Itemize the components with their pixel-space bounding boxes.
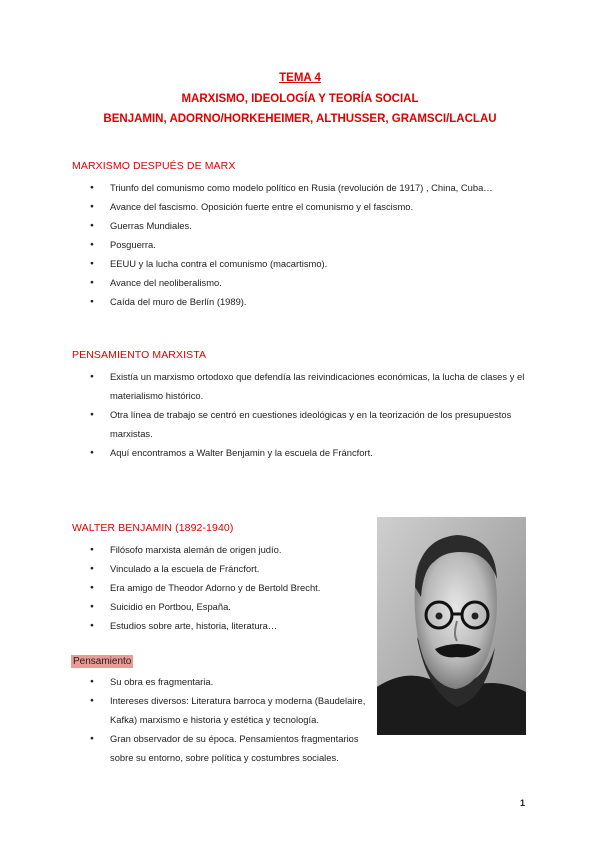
list-item: ● Avance del fascismo. Oposición fuerte entre el comunismo y el fascismo. (72, 197, 512, 216)
list-pensamiento (72, 672, 372, 767)
section-title-walter-benjamin: WALTER BENJAMIN (1892-1940) (72, 522, 234, 534)
list-item: ● EEUU y la lucha contra el comunismo (macartismo). (72, 254, 512, 273)
walter-benjamin-portrait (377, 517, 526, 735)
list-item: ● Aquí encontramos a Walter Benjamin y la escuela de Fráncfort. (72, 443, 532, 462)
list-item: ● Suicidio en Portbou, España. (72, 597, 372, 616)
list-item: ● Filósofo marxista alemán de origen judío. (72, 540, 372, 559)
list-item: ● Su obra es fragmentaria. (72, 672, 372, 691)
section-title-marxismo-despues: MARXISMO DESPUÉS DE MARX (72, 160, 236, 172)
page-number: 1 (520, 798, 526, 808)
section-title-pensamiento-marxista: PENSAMIENTO MARXISTA (72, 349, 207, 361)
list-item: ● Otra línea de trabajo se centró en cuestiones ideológicas y en la teorización de los presupuestos marxistas. (72, 405, 532, 443)
list-item: ● Vinculado a la escuela de Fráncfort. (72, 559, 372, 578)
list-item: ● Estudios sobre arte, historia, literatura… (72, 616, 372, 635)
list-item: ● Era amigo de Theodor Adorno y de Bertold Brecht. (72, 578, 372, 597)
list-walter-benjamin (72, 540, 372, 635)
list-item: ● Gran observador de su época. Pensamientos fragmentarios sobre su entorno, sobre política y costumbres sociales. (72, 729, 372, 767)
pensamiento-label: Pensamiento (73, 656, 132, 667)
document-title: MARXISMO, IDEOLOGÍA Y TEORÍA SOCIAL (181, 93, 419, 105)
list-marxismo-despues (72, 178, 512, 311)
list-item: ● Caída del muro de Berlín (1989). (72, 292, 512, 311)
tema-heading: TEMA 4 (279, 72, 321, 84)
list-item: ● Avance del neoliberalismo. (72, 273, 512, 292)
list-item: ● Existía un marxismo ortodoxo que defendía las reivindicaciones económicas, la lucha de clases y el materialismo histórico. (72, 367, 532, 405)
list-pensamiento-marxista (72, 367, 532, 462)
list-item: ● Triunfo del comunismo como modelo político en Rusia (revolución de 1917) , China, Cuba… (72, 178, 512, 197)
list-item: ● Guerras Mundiales. (72, 216, 512, 235)
document-subtitle: BENJAMIN, ADORNO/HORKEHEIMER, ALTHUSSER, GRAMSCI/LACLAU (103, 113, 497, 125)
list-item: ● Posguerra. (72, 235, 512, 254)
list-item: ● Intereses diversos: Literatura barroca y moderna (Baudelaire, Kafka) marxismo e historia y estética y tecnología. (72, 691, 372, 729)
document-header (0, 72, 600, 133)
